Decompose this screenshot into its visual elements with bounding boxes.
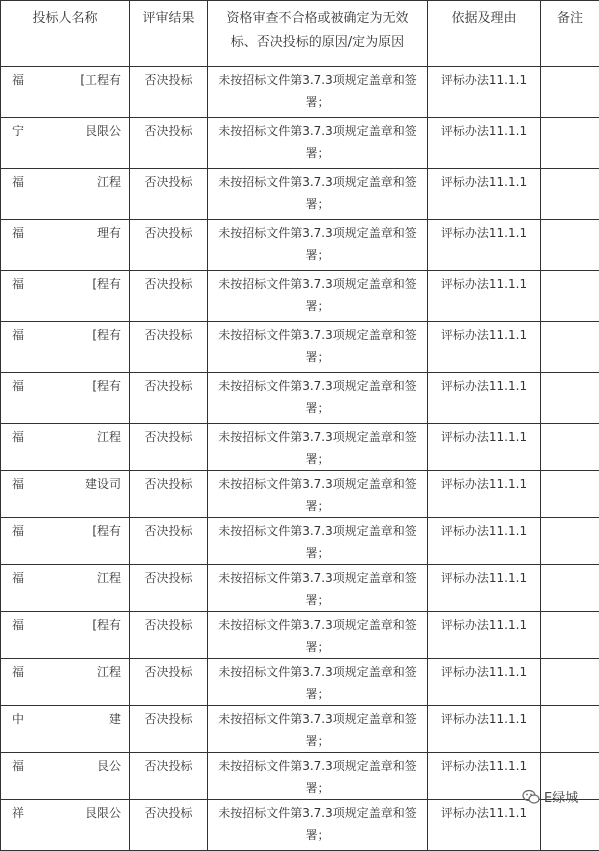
- bidder-name-start: 福: [12, 473, 24, 495]
- cell-reason: 未按招标文件第3.7.3项规定盖章和签署；: [208, 322, 428, 373]
- cell-bidder: [1, 471, 130, 518]
- cell-remark: [541, 169, 599, 220]
- cell-reason: 未按招标文件第3.7.3项规定盖章和签署；: [208, 659, 428, 706]
- bidder-name-end: [程有: [61, 273, 121, 295]
- cell-basis: 评标办法11.1.1: [428, 800, 541, 851]
- table-row: [1, 169, 599, 220]
- table-row: [1, 424, 599, 471]
- bidder-name-start: 福: [12, 171, 24, 193]
- cell-reason: 未按招标文件第3.7.3项规定盖章和签署；: [208, 169, 428, 220]
- bidder-name-end: [程有: [61, 375, 121, 397]
- cell-bidder: [1, 373, 130, 424]
- header-result: 评审结果: [130, 1, 208, 67]
- table-row: [1, 471, 599, 518]
- table-row: [1, 322, 599, 373]
- bidder-name-start: 福: [12, 375, 24, 397]
- bidder-name-start: 福: [12, 755, 24, 777]
- cell-result: 否决投标: [130, 471, 208, 518]
- cell-result: 否决投标: [130, 424, 208, 471]
- cell-basis: 评标办法11.1.1: [428, 471, 541, 518]
- cell-result: 否决投标: [130, 706, 208, 753]
- cell-bidder: [1, 322, 130, 373]
- bidder-name-end: [程有: [61, 324, 121, 346]
- bidder-name-start: 福: [12, 273, 24, 295]
- bidder-name-end: 建设司: [61, 473, 121, 495]
- cell-result: 否决投标: [130, 659, 208, 706]
- bidder-name-start: 福: [12, 520, 24, 542]
- cell-remark: [541, 67, 599, 118]
- table-row: [1, 565, 599, 612]
- header-basis: 依据及理由: [428, 1, 541, 67]
- table-header-row: [1, 1, 599, 67]
- cell-result: 否决投标: [130, 169, 208, 220]
- cell-reason: 未按招标文件第3.7.3项规定盖章和签署；: [208, 612, 428, 659]
- bidder-name-end: 建: [61, 708, 121, 730]
- cell-basis: 评标办法11.1.1: [428, 271, 541, 322]
- table-row: [1, 67, 599, 118]
- cell-reason: 未按招标文件第3.7.3项规定盖章和签署；: [208, 471, 428, 518]
- cell-remark: [541, 612, 599, 659]
- table-row: [1, 220, 599, 271]
- cell-remark: [541, 373, 599, 424]
- bidder-name-end: [程有: [61, 520, 121, 542]
- bidder-name-end: [工程有: [61, 69, 121, 91]
- cell-bidder: [1, 612, 130, 659]
- cell-remark: [541, 565, 599, 612]
- cell-basis: 评标办法11.1.1: [428, 424, 541, 471]
- cell-basis: 评标办法11.1.1: [428, 753, 541, 800]
- cell-result: 否决投标: [130, 118, 208, 169]
- cell-bidder: [1, 67, 130, 118]
- bidder-name-end: 艮限公: [61, 802, 121, 824]
- bidder-name-end: 江程: [61, 661, 121, 683]
- table-row: [1, 373, 599, 424]
- cell-reason: 未按招标文件第3.7.3项规定盖章和签署；: [208, 67, 428, 118]
- cell-result: 否决投标: [130, 220, 208, 271]
- bidder-name-start: 中: [12, 708, 24, 730]
- cell-result: 否决投标: [130, 322, 208, 373]
- bidder-name-start: 福: [12, 426, 24, 448]
- wechat-icon: [522, 789, 540, 805]
- cell-basis: 评标办法11.1.1: [428, 612, 541, 659]
- cell-basis: 评标办法11.1.1: [428, 169, 541, 220]
- header-reason: 资格审查不合格或被确定为无效标、否决投标的原因/定为原因: [208, 1, 428, 67]
- cell-reason: 未按招标文件第3.7.3项规定盖章和签署；: [208, 373, 428, 424]
- cell-remark: [541, 271, 599, 322]
- cell-result: 否决投标: [130, 518, 208, 565]
- cell-reason: 未按招标文件第3.7.3项规定盖章和签署；: [208, 706, 428, 753]
- bidder-name-end: 艮限公: [61, 120, 121, 142]
- bidder-name-start: 祥: [12, 802, 24, 824]
- header-remark: 备注: [541, 1, 599, 67]
- cell-result: 否决投标: [130, 271, 208, 322]
- cell-bidder: [1, 424, 130, 471]
- cell-reason: 未按招标文件第3.7.3项规定盖章和签署；: [208, 271, 428, 322]
- bidder-name-start: 福: [12, 661, 24, 683]
- cell-reason: 未按招标文件第3.7.3项规定盖章和签署；: [208, 220, 428, 271]
- bidder-name-start: 福: [12, 567, 24, 589]
- table-row: [1, 706, 599, 753]
- cell-result: 否决投标: [130, 612, 208, 659]
- bidder-name-end: 江程: [61, 426, 121, 448]
- cell-remark: [541, 659, 599, 706]
- header-bidder: 投标人名称: [1, 1, 130, 67]
- cell-bidder: [1, 169, 130, 220]
- table-row: [1, 518, 599, 565]
- cell-remark: [541, 322, 599, 373]
- cell-result: 否决投标: [130, 373, 208, 424]
- cell-bidder: [1, 271, 130, 322]
- bidder-name-start: 宁: [12, 120, 24, 142]
- cell-basis: 评标办法11.1.1: [428, 322, 541, 373]
- watermark: [522, 787, 578, 806]
- cell-result: 否决投标: [130, 800, 208, 851]
- cell-remark: [541, 518, 599, 565]
- bidder-name-end: 江程: [61, 171, 121, 193]
- cell-bidder: [1, 118, 130, 169]
- cell-bidder: [1, 518, 130, 565]
- bidder-name-end: 理有: [61, 222, 121, 244]
- table-row: [1, 753, 599, 800]
- bidder-name-start: 福: [12, 69, 24, 91]
- table-row: [1, 271, 599, 322]
- cell-basis: 评标办法11.1.1: [428, 518, 541, 565]
- bidder-name-start: 福: [12, 222, 24, 244]
- bidder-name-start: 福: [12, 324, 24, 346]
- cell-bidder: [1, 565, 130, 612]
- cell-result: 否决投标: [130, 753, 208, 800]
- cell-reason: 未按招标文件第3.7.3项规定盖章和签署；: [208, 753, 428, 800]
- cell-bidder: [1, 800, 130, 851]
- bidder-name-end: 艮公: [61, 755, 121, 777]
- cell-basis: 评标办法11.1.1: [428, 118, 541, 169]
- cell-reason: 未按招标文件第3.7.3项规定盖章和签署；: [208, 118, 428, 169]
- cell-remark: [541, 220, 599, 271]
- cell-basis: 评标办法11.1.1: [428, 706, 541, 753]
- cell-remark: [541, 800, 599, 851]
- cell-result: 否决投标: [130, 67, 208, 118]
- cell-basis: 评标办法11.1.1: [428, 67, 541, 118]
- table-body: [1, 67, 599, 851]
- cell-reason: 未按招标文件第3.7.3项规定盖章和签署；: [208, 518, 428, 565]
- cell-basis: 评标办法11.1.1: [428, 565, 541, 612]
- table-row: [1, 612, 599, 659]
- cell-bidder: [1, 706, 130, 753]
- watermark-text: E绿城: [544, 787, 578, 806]
- bidder-name-start: 福: [12, 614, 24, 636]
- cell-result: 否决投标: [130, 565, 208, 612]
- bidder-name-end: [程有: [61, 614, 121, 636]
- cell-basis: 评标办法11.1.1: [428, 373, 541, 424]
- cell-basis: 评标办法11.1.1: [428, 659, 541, 706]
- table-row: [1, 118, 599, 169]
- cell-bidder: [1, 659, 130, 706]
- cell-bidder: [1, 753, 130, 800]
- table-row: [1, 800, 599, 851]
- cell-reason: 未按招标文件第3.7.3项规定盖章和签署；: [208, 800, 428, 851]
- cell-basis: 评标办法11.1.1: [428, 220, 541, 271]
- cell-reason: 未按招标文件第3.7.3项规定盖章和签署；: [208, 424, 428, 471]
- cell-remark: [541, 424, 599, 471]
- cell-remark: [541, 471, 599, 518]
- cell-bidder: [1, 220, 130, 271]
- cell-remark: [541, 118, 599, 169]
- cell-remark: [541, 706, 599, 753]
- table-row: [1, 659, 599, 706]
- bidder-name-end: 江程: [61, 567, 121, 589]
- cell-reason: 未按招标文件第3.7.3项规定盖章和签署；: [208, 565, 428, 612]
